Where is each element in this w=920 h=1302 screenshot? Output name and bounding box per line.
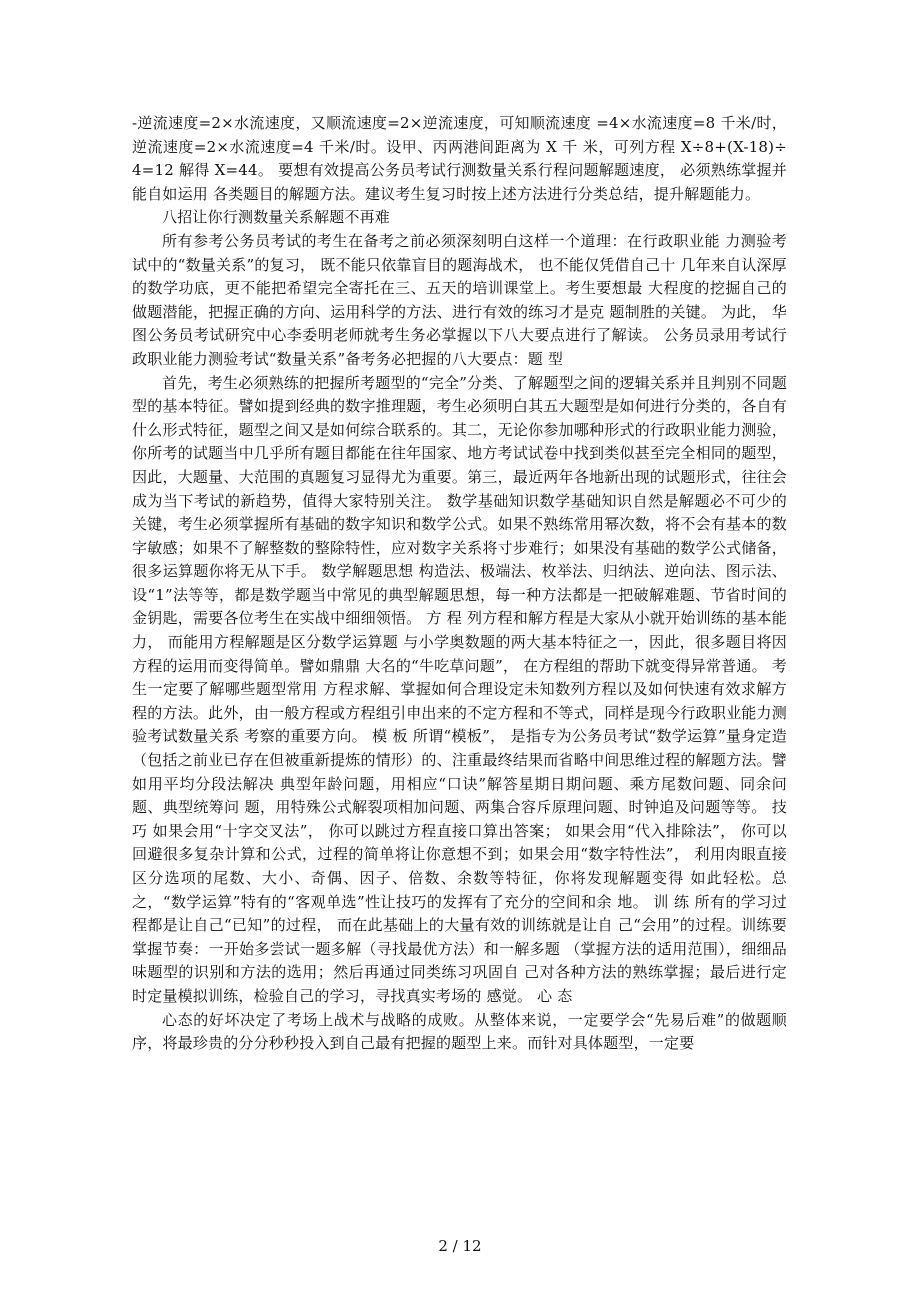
paragraph-intro: 所有参考公务员考试的考生在备考之前必须深刻明白这样一个道理：在行政职业能 力测验考试中的“数量关系”的复习， 既不能只依靠盲目的题海战术， 也不能仅凭借自己十 几年来自认深厚的数学功底，更不能把希望完全寄托在三、五天的培训课堂上。考生要想最 大程度的挖掘自己的做题潜能，把握正确的方向、运用科学的方法、进行有效的练习才是克 题制胜的关键。 为此， 华图公务员考试研究中心李委明老师就考生务必掌握以下八大要点进行了解读。 公务员录用考试行政职业能力测验考试“数量关系”备考务必把握的八大要点：题 型 [132,231,787,368]
page-number: 2 / 12 [438,1237,482,1255]
document-body [132,112,787,1056]
paragraph-mindset: 心态的好坏决定了考场上战术与战略的成败。从整体来说，一定要学会“先易后难”的做题顺序，将最珍贵的分分秒秒投入到自己最有把握的题型上来。而针对具体题型，一定要 [132,1010,787,1053]
section-heading: 八招让你行测数量关系解题不再难 [162,208,391,227]
paragraph-main: 首先，考生必须熟练的把握所考题型的“完全”分类、了解题型之间的逻辑关系并且判别不同题型的基本特征。譬如提到经典的数字推理题，考生必须明白其五大题型是如何进行分类的，各自有什么形式特征，题型之间又是如何综合联系的。其二，无论你参加哪种形式的行政职业能力测验，你所考的试题当中几乎所有题目都能在往年国家、地方考试试卷中找到类似甚至完全相同的题型，因此，大题量、大范围的真题复习显得尤为重要。第三，最近两年各地新出现的试题形式，往往会成为当下考试的新趋势，值得大家特别关注。 数学基础知识数学基础知识自然是解题必不可少的关键，考生必须掌握所有基础的数字知识和数学公式。如果不熟练常用幂次数，将不会有基本的数字敏感；如果不了解整数的整除特性，应对数字关系将寸步难行；如果没有基础的数学公式储备，很多运算题你将无从下手。 数学解题思想 构造法、极端法、枚举法、归纳法、逆向法、图示法、设“1”法等等，都是数学题当中常见的典型解题思想，每一种方法都是一把破解难题、节省时间的金钥匙，需要各位考生在实战中细细领悟。 方 程 列方程和解方程是大家从小就开始训练的基本能力， 而能用方程解题是区分数学运算题 与小学奥数题的两大基本特征之一，因此，很多题目将因方程的运用而变得简单。譬如鼎鼎 大名的“牛吃草问题”， 在方程组的帮助下就变得异常普通。 考生一定要了解哪些题型常用 方程求解、掌握如何合理设定未知数列方程以及如何快速有效求解方程的方法。此外，由一般方程或方程组引申出来的不定方程和不等式，同样是现今行政职业能力测验考试数量关系 考察的重要方向。 模 板 所谓“模板”， 是指专为公务员考试“数学运算”量身定造（包括之前业已存在但被重新提炼的情形）的、注重最终结果而省略中间思维过程的解题方法。譬如用平均分段法解决 典型年龄问题，用相应“口诀”解答星期日期问题、乘方尾数问题、同余问题、典型统筹问 题，用特殊公式解裂项相加问题、两集合容斥原理问题、时钟追及问题等等。 技 巧 如果会用“十字交叉法”， 你可以跳过方程直接口算出答案； 如果会用“代入排除法”， 你可以回避很多复杂计算和公式，过程的简单将让你意想不到；如果会用“数字特性法”， 利用肉眼直接区分选项的尾数、大小、奇偶、因子、倍数、余数等特征，你将发现解题变得 如此轻松。总之，“数学运算”特有的“客观单选”性让技巧的发挥有了充分的空间和余 地。 训 练 所有的学习过程都是让自己“已知”的过程， 而在此基础上的大量有效的训练就是让自 己“会用”的过程。训练要掌握节奏：一开始多尝试一题多解（寻找最优方法）和一解多题 （掌握方法的适用范围），细细品味题型的识别和方法的选用；然后再通过同类练习巩固自 己对各种方法的熟练掌握；最后进行定时定量模拟训练，检验自己的学习，寻找真实考场的 感觉。 心 态 [132,373,787,1005]
paragraph-continuation: -逆流速度=2×水流速度，又顺流速度=2×逆流速度，可知顺流速度 =4×水流速度=8 千米/时，逆流速度=2×水流速度=4 千米/时。设甲、丙两港间距离为 X 千 米，可列方程 X÷8+(X-18)÷4=12 解得 X=44。 要想有效提高公务员考试行测数量关系行程问题解题速度， 必须熟练掌握并能自如运用 各类题目的解题方法。建议考生复习时按上述方法进行分类总结，提升解题能力。 [132,114,787,203]
